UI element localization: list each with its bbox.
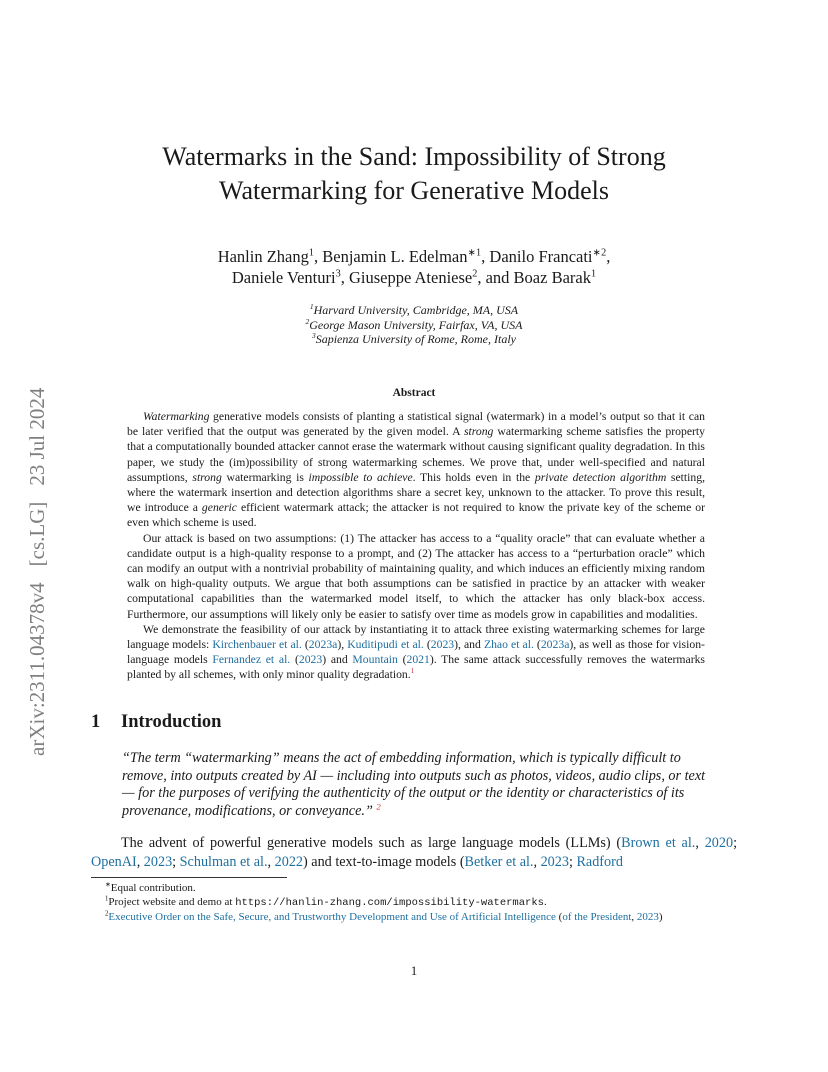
text-run: ( [301,638,309,652]
title-line-2: Watermarking for Generative Models [219,176,609,205]
footnotes [91,881,737,925]
author-name: Benjamin L. Edelman [322,247,468,266]
citation-year-link[interactable]: 2020 [704,835,734,851]
citation-link[interactable]: Zhao et al. [483,638,534,652]
arxiv-date: 23 Jul 2024 [25,387,49,486]
author-mark: 1 [308,247,314,259]
arxiv-stamp [20,286,54,756]
text-run: generative models consists of planting a statistical signal (watermark) in a model’s output so that it can be later verified that the output was generated by the given model. A [127,410,705,439]
abstract-paragraph-1 [127,409,705,531]
footnote-text: Equal contribution. [110,882,196,894]
author-name: Giuseppe Ateniese [348,268,473,287]
citation-year-link[interactable]: 2023 [636,911,659,924]
affiliation-text: Sapienza University of Rome, Rome, Italy [315,332,516,346]
text-run: ). The same attack successfully removes the watermarks planted by all schemes, with only minor quality degradation. [127,653,705,682]
text-run: , [695,835,705,851]
affiliation [200,332,628,347]
abstract-paragraph-2: Our attack is based on two assumptions: (1) The attacker has access to a “quality oracle” that can evaluate whether a candidate output is a high-quality response to a prompt, and (2) The attacker has access to a “perturbation oracle” which can modify an output with a nontrivial probability of maintaining quality, and which induces an efficiently mixing random walk on high-quality outputs. We argue that both assumptions can be satisfied in practice by an attacker with weaker computational capabilities than the watermarked model itself, to which the attacker has only black-box access. Furthermore, our assumptions will likely only be easier to satisfy over time as models grow in capabilities and modalities. [127,531,705,621]
author-mark: ∗1 [467,247,482,259]
author-mark: 1 [590,268,597,280]
em-text: strong [463,425,494,439]
em-text: generic [201,501,237,515]
footnote-text: ) [658,911,663,924]
text-run: , [267,854,275,870]
intro-body [91,834,737,872]
footnote [91,910,737,924]
abstract-paragraph-3 [127,622,705,683]
text-run: ), as well as those for vision-language models [127,638,705,667]
footnote-ref[interactable]: 2 [376,801,381,812]
footnote-text: ( [555,911,563,924]
affiliation [200,318,628,333]
citation-link[interactable]: Kirchenbauer et al. [212,638,302,652]
author-line-1: Hanlin Zhang$^1$, Benjamin L. Edelman$^{∗1}$, Danilo Francati$^{∗2}$, [217,247,611,266]
text-run: We demonstrate the feasibility of our attack by instantiating it to attack three existing watermarking schemes for large language models: [127,622,705,652]
footnote [91,881,737,895]
text-run: ( [290,653,299,667]
affiliation [200,303,628,318]
abstract-heading: Abstract [392,387,436,399]
affiliations [200,303,628,347]
em-text: impossible to achieve [308,470,413,484]
author-name: Boaz Barak [513,268,591,287]
section-title: Introduction [121,712,222,732]
text-run: The advent of powerful generative models such as large language models (LLMs) ( [121,835,622,851]
arxiv-category: [cs.LG] [25,501,49,567]
page-number: 1 [410,963,418,978]
footnote-text: . [543,896,547,909]
citation-link[interactable]: Radford [576,854,623,870]
title-line-1: Watermarks in the Sand: Impossibility of Strong [162,142,666,171]
epigraph-quote [122,750,706,820]
quote-text: “The term “watermarking” means the act of embedding information, which is typically difficult to remove, into outputs created by AI — including into outputs such as photos, videos, audio clips, or text — for the purposes of verifying the authenticity of the output or the identity or characteristics of its provenance, modifications, or conveyance.” [122,750,706,819]
text-run: watermarking scheme satisfies the property that a computationally bounded attacker cannot erase the watermark without causing significant quality degradation. In this paper, we study the (im)possibility of strong watermarking schemes. We prove that, under well-specified and natural assumptions, [127,425,705,484]
text-run: ) and text-to-image models ( [303,854,465,870]
text-run: efficient watermark attack; the attacker is not required to know the private key of the scheme or even which scheme is used. [127,501,705,530]
citation-year-link[interactable]: 2022 [274,854,304,870]
citation-link[interactable]: Schulman et al. [179,854,268,870]
text-run: ), and [454,638,484,652]
abstract-body [127,409,705,683]
text-run: ) and [322,653,353,667]
footnote-text: Project website and demo at [108,896,236,909]
text-run: . This holds even in the [412,470,535,484]
author-list [120,246,708,288]
citation-year-link[interactable]: 2023 [540,854,569,870]
em-text: Watermarking [143,410,210,423]
text-run: ; [568,854,577,870]
section-heading [91,712,221,733]
author-mark: 2 [472,268,478,280]
citation-link[interactable]: Mountain [352,653,398,667]
footnote-divider [91,877,287,878]
em-text: strong [192,470,222,484]
text-run: ), [337,638,348,652]
section-number: 1 [91,712,101,732]
text-run: setting, where the watermark insertion and detection algorithms share a secret key, unknown to the attacker. To prove this result, we introduce a [127,470,706,515]
citation-year-link[interactable]: 2023a [308,638,338,652]
affiliation-mark: 2 [305,316,310,326]
text-run: ( [397,653,407,667]
citation-link[interactable]: Betker et al. [464,854,534,870]
footnote-ref[interactable]: 1 [410,667,415,676]
text-run: , [533,854,541,870]
citation-link[interactable]: OpenAI [91,854,137,870]
affiliation-mark: 3 [311,331,316,340]
project-url-link[interactable]: https://hanlin-zhang.com/impossibility-watermarks [235,897,544,910]
affiliation-mark: 1 [309,302,314,311]
author-line-2: Daniele Venturi$^3$, Giuseppe Ateniese$^2$, and Boaz Barak$^1$ [231,268,597,287]
footnote-mark: 2 [105,910,109,918]
executive-order-link[interactable]: Executive Order on the Safe, Secure, and Trustworthy Development and Use of Artificial Intelligence [108,911,556,924]
citation-link[interactable]: Fernandez et al. [212,653,291,667]
citation-link[interactable]: Kuditipudi et al. [347,638,424,652]
citation-link[interactable]: of the President [562,911,632,924]
footnote-mark: ∗ [105,881,111,889]
text-run: ( [423,638,431,652]
text-run: ; [172,854,180,870]
author-mark: ∗2 [592,247,607,259]
footnote [91,895,737,910]
author-name: Hanlin Zhang [217,247,309,266]
citation-link[interactable]: Brown et al. [621,835,696,851]
citation-year-link[interactable]: 2021 [406,653,430,667]
affiliation-text: Harvard University, Cambridge, MA, USA [313,303,519,317]
citation-year-link[interactable]: 2023 [430,638,455,652]
author-name: Daniele Venturi [231,268,336,287]
text-run: watermarking is [221,470,309,484]
arxiv-id: arXiv:2311.04378v4 [25,582,49,756]
citation-year-link[interactable]: 2023a [540,638,570,652]
footnote-mark: 1 [105,895,109,903]
text-run: ( [533,638,541,652]
intro-paragraph [91,834,737,872]
citation-year-link[interactable]: 2023 [143,854,173,870]
em-text: private detection algorithm [534,470,667,484]
affiliation-text: George Mason University, Fairfax, VA, USA [309,317,523,332]
author-mark: 3 [335,268,341,280]
author-name: Danilo Francati [489,247,593,266]
text-run: , [136,854,144,870]
paper-title [100,140,728,208]
text-run: ; [733,835,738,851]
footnote-text: , [631,911,637,924]
citation-year-link[interactable]: 2023 [298,653,323,667]
